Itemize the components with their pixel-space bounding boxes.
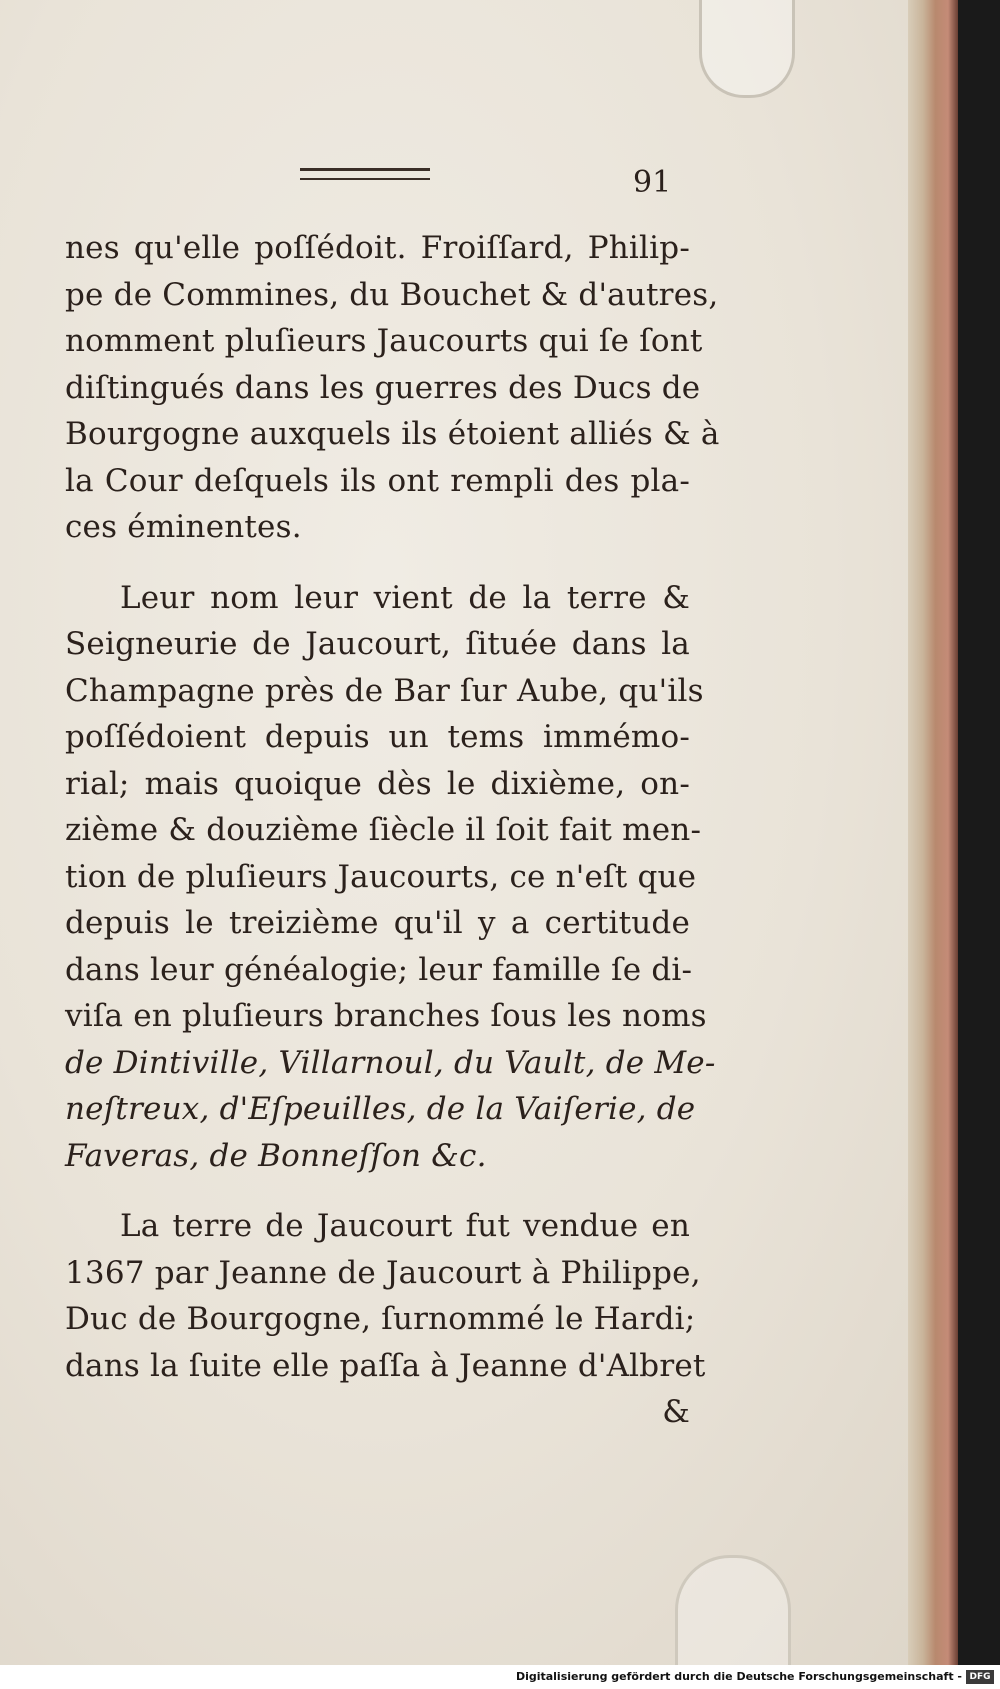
text-line: rial; mais quoique dès le dixième, on- — [65, 765, 690, 802]
text-line: Champagne près de Bar ſur Aube, qu'ils — [65, 672, 704, 709]
text-line: zième & douzième ſiècle il ſoit fait men- — [65, 812, 702, 848]
text-line: Duc de Bourgogne, ſurnommé le Hardi; — [65, 1301, 696, 1337]
text-line: ces éminentes. — [65, 509, 302, 545]
text-line: tion de pluſieurs Jaucourts, ce n'eſt que — [65, 858, 697, 895]
body-text — [65, 225, 720, 1436]
top-clip — [699, 0, 795, 98]
text-line: Leur nom leur vient de la terre & — [120, 579, 690, 616]
text-line: de Dintiville, Villarnoul, du Vault, de Me- — [65, 1044, 716, 1081]
dfg-logo-icon: DFG — [966, 1670, 994, 1684]
text-line: dans leur généalogie; leur famille ſe di- — [65, 951, 693, 988]
text-line: pe de Commines, du Bouchet & d'autres, — [65, 276, 719, 313]
text-line: nes qu'elle poſſédoit. Froiſſard, Philip- — [65, 230, 690, 266]
text-line: dans la ſuite elle paſſa à Jeanne d'Albret — [65, 1347, 706, 1384]
page-gutter — [908, 0, 958, 1665]
catchword: & — [662, 1394, 690, 1430]
text-line: la Cour deſquels ils ont rempli des pla- — [65, 462, 690, 499]
footer-credit: Digitalisierung gefördert durch die Deutsche Forschungsgemeinschaft - — [515, 1670, 962, 1683]
header-ornament-rule — [300, 168, 430, 180]
text-line: depuis le treizième qu'il y a certitude — [65, 905, 690, 941]
text-line: Bourgogne auxquels ils étoient alliés & à — [65, 416, 720, 452]
page-number: 91 — [633, 165, 672, 200]
text-line: Faveras, de Bonneſſon &c. — [65, 1137, 487, 1174]
text-line: viſa en pluſieurs branches ſous les noms — [65, 998, 707, 1034]
text-line: diſtingués dans les guerres des Ducs de — [65, 369, 701, 406]
text-line: 1367 par Jeanne de Jaucourt à Philippe, — [65, 1254, 701, 1291]
text-line: poſſédoient depuis un tems immémo- — [65, 719, 690, 755]
text-line: neſtreux, d'Eſpeuilles, de la Vaiſerie, de — [65, 1091, 696, 1127]
bottom-clip — [675, 1555, 791, 1665]
digitization-footer — [0, 1665, 1000, 1689]
text-line: nomment pluſieurs Jaucourts qui ſe ſont — [65, 323, 703, 359]
text-line: La terre de Jaucourt fut vendue en — [120, 1208, 690, 1244]
text-line: Seigneurie de Jaucourt, ſituée dans la — [65, 626, 690, 662]
